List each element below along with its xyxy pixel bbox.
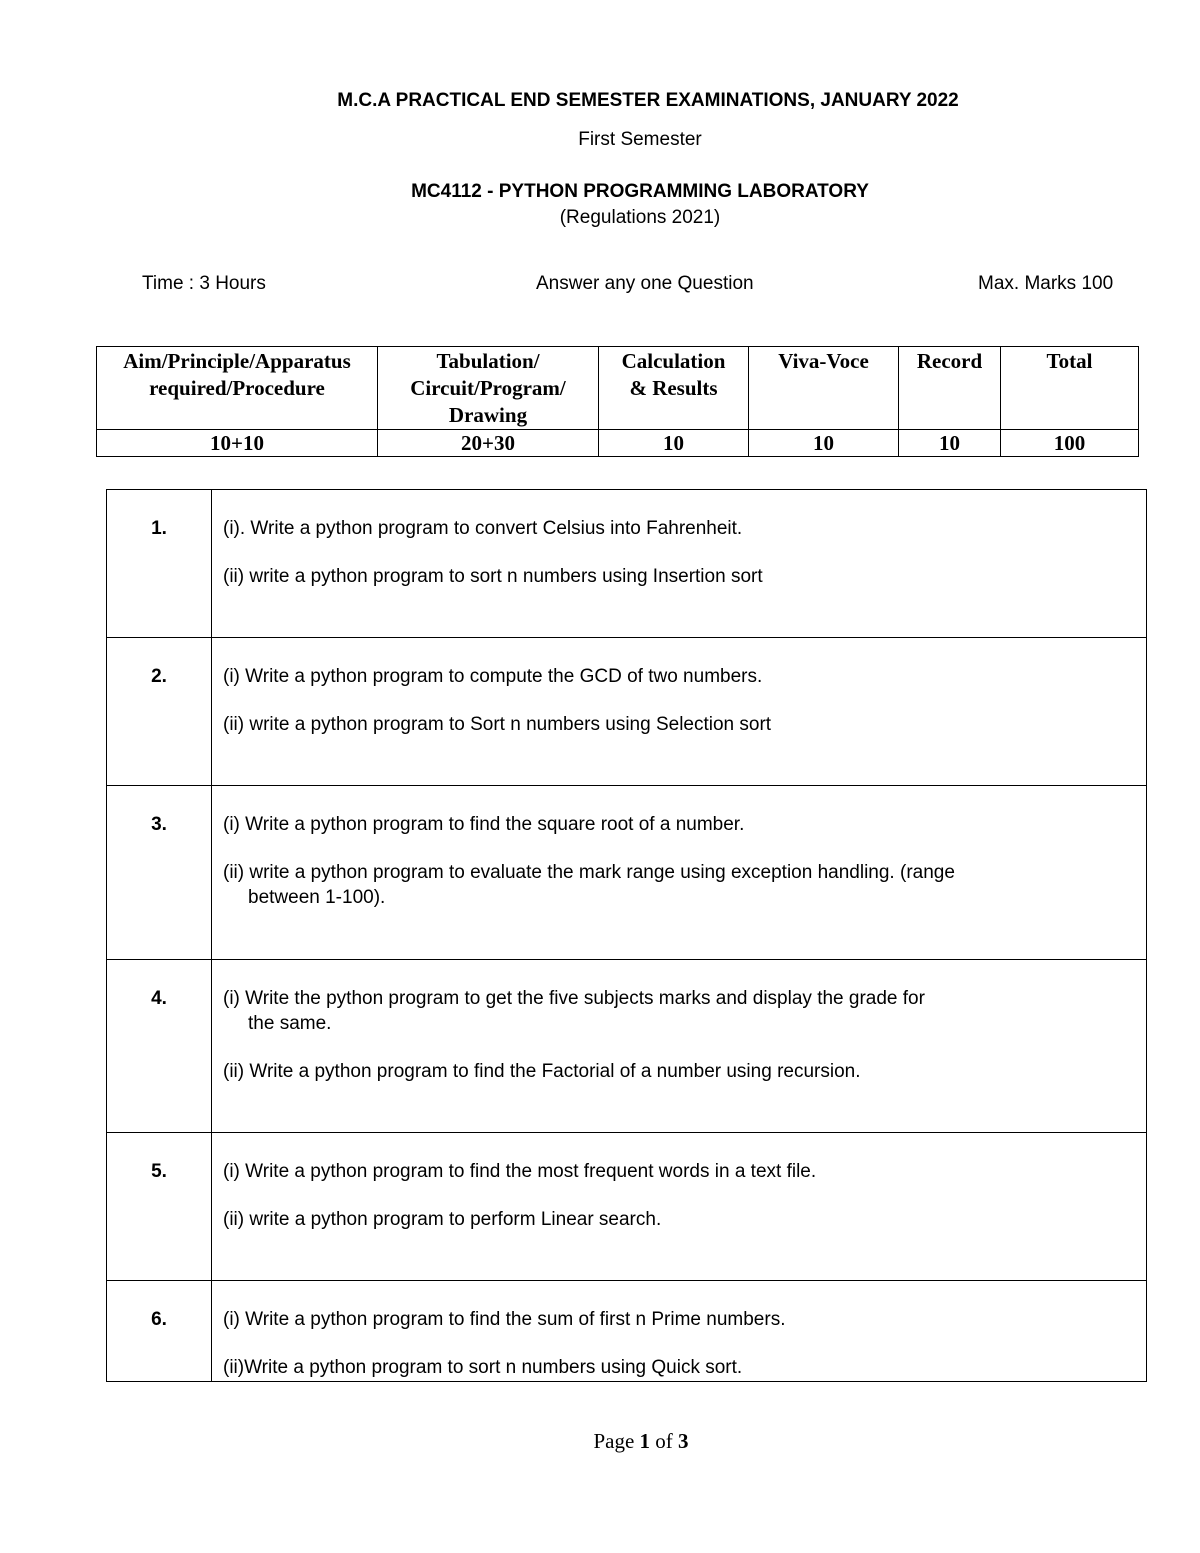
question-part-text: (i) Write a python program to compute the GCD of two numbers.	[223, 666, 763, 687]
marks-value-cell: 10+10	[97, 430, 378, 457]
header-line: Total	[1046, 349, 1093, 373]
question-number	[107, 638, 212, 786]
question-text-cell	[212, 490, 1147, 638]
header-line: Circuit/Program/	[410, 376, 566, 400]
question-part	[223, 1207, 1145, 1232]
instruction: Answer any one Question	[536, 273, 754, 294]
question-part-text: (i) Write the python program to get the five subjects marks and display the grade for	[223, 988, 925, 1009]
marks-header-cell	[1001, 347, 1139, 430]
marks-header-cell	[899, 347, 1001, 430]
marks-value-cell: 20+30	[378, 430, 599, 457]
question-part-text: (i). Write a python program to convert Celsius into Fahrenheit.	[223, 518, 743, 539]
marks-header-cell	[599, 347, 749, 430]
question-part-text: (ii) write a python program to sort n numbers using Insertion sort	[223, 566, 763, 587]
question-part-text: (i) Write a python program to find the most frequent words in a text file.	[223, 1161, 817, 1182]
marks-header-cell	[378, 347, 599, 430]
question-number-label: 6.	[151, 1309, 167, 1330]
question-part-text: (i) Write a python program to find the sum of first n Prime numbers.	[223, 1309, 786, 1330]
marks-value-cell: 10	[899, 430, 1001, 457]
marks-distribution-table	[96, 346, 1139, 457]
question-part-text: (ii) write a python program to perform Linear search.	[223, 1209, 662, 1230]
marks-header-cell	[749, 347, 899, 430]
total-pages: 3	[678, 1429, 689, 1453]
time-allowed: Time : 3 Hours	[142, 273, 266, 294]
question-number	[107, 960, 212, 1133]
question-row	[107, 1281, 1147, 1382]
question-part-text: (i) Write a python program to find the square root of a number.	[223, 814, 745, 835]
question-row	[107, 638, 1147, 786]
header-line: & Results	[629, 376, 718, 400]
question-part	[223, 812, 1145, 837]
question-part	[223, 664, 1145, 689]
question-number	[107, 490, 212, 638]
question-part-continuation: the same.	[248, 1013, 332, 1034]
question-part	[223, 1059, 1145, 1084]
question-part	[223, 860, 1145, 910]
marks-value-cell: 100	[1001, 430, 1139, 457]
of-word: of	[655, 1429, 673, 1453]
question-number	[107, 1281, 212, 1382]
question-part-text: (ii) write a python program to Sort n numbers using Selection sort	[223, 714, 772, 735]
question-number-label: 5.	[151, 1161, 167, 1182]
page-word: Page	[593, 1429, 635, 1453]
question-part-text: (ii)Write a python program to sort n numbers using Quick sort.	[223, 1357, 743, 1378]
marks-values-row	[97, 430, 1139, 457]
question-text-cell	[212, 786, 1147, 960]
question-number-label: 4.	[151, 988, 167, 1009]
marks-value-cell: 10	[599, 430, 749, 457]
question-number	[107, 786, 212, 960]
semester-label: First Semester	[578, 129, 702, 150]
header-line: Calculation	[621, 349, 726, 373]
max-marks: Max. Marks 100	[978, 273, 1114, 294]
header-line: Record	[916, 349, 983, 373]
question-row	[107, 786, 1147, 960]
header-line: Viva-Voce	[778, 349, 869, 373]
question-number-label: 1.	[151, 518, 167, 539]
question-text-cell	[212, 1281, 1147, 1382]
marks-header-row	[97, 347, 1139, 430]
header-line: Drawing	[448, 403, 528, 427]
question-part	[223, 516, 1145, 541]
questions-table	[106, 489, 1147, 1382]
exam-title: M.C.A PRACTICAL END SEMESTER EXAMINATIONS, JANUARY 2022	[337, 90, 959, 111]
page-number	[0, 1429, 1200, 1454]
question-part	[223, 712, 1145, 737]
question-number-label: 3.	[151, 814, 167, 835]
question-text-cell	[212, 638, 1147, 786]
question-text-cell	[212, 960, 1147, 1133]
question-text-cell	[212, 1133, 1147, 1281]
question-part	[223, 564, 1145, 589]
question-part	[223, 1159, 1145, 1184]
current-page: 1	[639, 1429, 651, 1453]
question-row	[107, 490, 1147, 638]
question-number	[107, 1133, 212, 1281]
marks-header-cell	[97, 347, 378, 430]
question-number-label: 2.	[151, 666, 167, 687]
course-title: MC4112 - PYTHON PROGRAMMING LABORATORY	[411, 181, 869, 202]
question-part	[223, 986, 1145, 1036]
question-part	[223, 1307, 1145, 1332]
header-line: Tabulation/	[436, 349, 540, 373]
question-row	[107, 1133, 1147, 1281]
header-line: required/Procedure	[149, 376, 325, 400]
question-part-text: (ii) Write a python program to find the Factorial of a number using recursion.	[223, 1061, 861, 1082]
question-part-text: (ii) write a python program to evaluate the mark range using exception handling. (range	[223, 862, 955, 883]
question-part-continuation: between 1-100).	[248, 887, 386, 908]
question-part	[223, 1355, 1145, 1380]
header-line: Aim/Principle/Apparatus	[123, 349, 351, 373]
marks-value-cell: 10	[749, 430, 899, 457]
question-row	[107, 960, 1147, 1133]
regulations-label: (Regulations 2021)	[559, 207, 721, 228]
